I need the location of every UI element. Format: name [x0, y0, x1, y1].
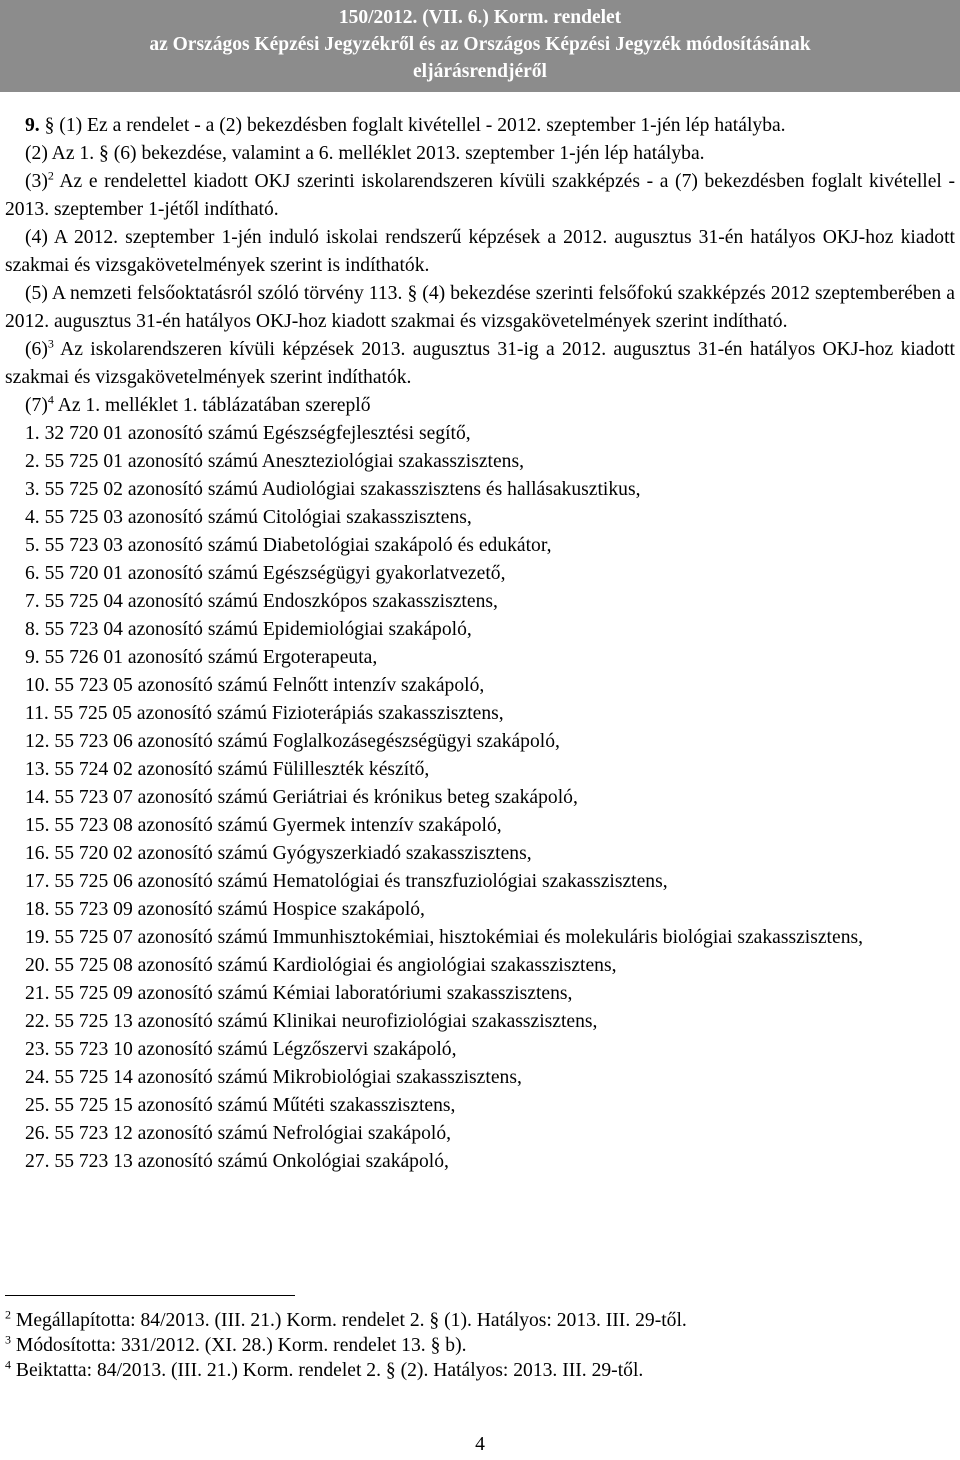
paragraph-9-6: $(6)^3$ Az iskolarendszeren kívüli képzések 2013. augusztus 31-ig a 2012. augusztus 31-én hatályos OKJ-hoz kiadott szakmai és vizsgakövetelmények szerint indíthatók.	[5, 336, 955, 388]
section-number: 9.	[25, 115, 40, 136]
list-item: 7. 55 725 04 azonosító számú Endoszkópos szakasszisztens,	[25, 591, 498, 612]
header-line-2: az Országos Képzési Jegyzékről és az Országos Képzési Jegyzék módosításának	[149, 34, 811, 55]
footnotes	[5, 1308, 955, 1383]
list-item: 23. 55 723 10 azonosító számú Légzőszervi szakápoló,	[25, 1039, 457, 1060]
document-body	[5, 112, 955, 1176]
footnote-separator	[5, 1295, 295, 1296]
header-line-1: 150/2012. (VII. 6.) Korm. rendelet	[338, 7, 622, 28]
list-item: 26. 55 723 12 azonosító számú Nefrológiai szakápoló,	[25, 1123, 452, 1144]
list-item: 24. 55 725 14 azonosító számú Mikrobiológiai szakasszisztens,	[25, 1067, 522, 1088]
list-item: 3. 55 725 02 azonosító számú Audiológiai szakasszisztens és hallásakusztikus,	[25, 479, 641, 500]
paragraph-9-3: $(3)^2$ Az e rendelettel kiadott OKJ szerinti iskolarendszeren kívüli szakképzés - a (7) bekezdésben foglalt kivétellel - 2013. szeptember 1-jétől indítható.	[5, 168, 955, 220]
list-item: 1. 32 720 01 azonosító számú Egészségfejlesztési segítő,	[25, 423, 471, 444]
list-item: 17. 55 725 06 azonosító számú Hematológiai és transzfuziológiai szakasszisztens,	[25, 871, 668, 892]
list-item: 5. 55 723 03 azonosító számú Diabetológiai szakápoló és edukátor,	[25, 535, 552, 556]
list-item: 14. 55 723 07 azonosító számú Geriátriai és krónikus beteg szakápoló,	[25, 787, 578, 808]
list-item: 12. 55 723 06 azonosító számú Foglalkozásegészségügyi szakápoló,	[25, 731, 560, 752]
list-item: 21. 55 725 09 azonosító számú Kémiai laboratóriumi szakasszisztens,	[25, 983, 573, 1004]
list-item: 11. 55 725 05 azonosító számú Fizioterápiás szakasszisztens,	[25, 703, 504, 724]
qualification-list	[5, 420, 955, 1176]
footnote: $^4$ Beiktatta: 84/2013. (III. 21.) Korm. rendelet 2. § (2). Hatályos: 2013. III. 29-től.	[5, 1357, 644, 1381]
paragraph-9-7: $(7)^4$ Az 1. melléklet 1. táblázatában szereplő	[25, 392, 371, 416]
page-number: 4	[475, 1434, 485, 1455]
list-item: 20. 55 725 08 azonosító számú Kardiológiai és angiológiai szakasszisztens,	[25, 955, 617, 976]
footnote-ref: 2	[47, 168, 54, 183]
list-item: 27. 55 723 13 azonosító számú Onkológiai szakápoló,	[25, 1151, 449, 1172]
footnote-ref: 4	[47, 392, 54, 407]
paragraph-9-1: 9. § (1) Ez a rendelet - a (2) bekezdésben foglalt kivétellel - 2012. szeptember 1-jén lép hatályba.	[25, 115, 786, 136]
list-item: 16. 55 720 02 azonosító számú Gyógyszerkiadó szakasszisztens,	[25, 843, 532, 864]
list-item: 2. 55 725 01 azonosító számú Aneszteziológiai szakasszisztens,	[25, 451, 524, 472]
footnote-ref: 3	[47, 336, 54, 351]
paragraph-9-2: (2) Az 1. § (6) bekezdése, valamint a 6. melléklet 2013. szeptember 1-jén lép hatályba.	[25, 143, 705, 164]
list-item: 9. 55 726 01 azonosító számú Ergoterapeuta,	[25, 647, 378, 668]
footnote: $^3$ Módosította: 331/2012. (XI. 28.) Korm. rendelet 13. § b).	[5, 1332, 467, 1356]
list-item: 10. 55 723 05 azonosító számú Felnőtt intenzív szakápoló,	[25, 675, 485, 696]
list-item: 18. 55 723 09 azonosító számú Hospice szakápoló,	[25, 899, 425, 920]
list-item: 6. 55 720 01 azonosító számú Egészségügyi gyakorlatvezető,	[25, 563, 506, 584]
list-item: 22. 55 725 13 azonosító számú Klinikai neurofiziológiai szakasszisztens,	[25, 1011, 598, 1032]
list-item: 4. 55 725 03 azonosító számú Citológiai szakasszisztens,	[25, 507, 472, 528]
header-line-3: eljárásrendjéről	[413, 61, 547, 82]
list-item: 15. 55 723 08 azonosító számú Gyermek intenzív szakápoló,	[25, 815, 502, 836]
footnote: $^2$ Megállapította: 84/2013. (III. 21.) Korm. rendelet 2. § (1). Hatályos: 2013. III. 29-től.	[5, 1307, 687, 1331]
list-item: 8. 55 723 04 azonosító számú Epidemiológiai szakápoló,	[25, 619, 472, 640]
list-item: 25. 55 725 15 azonosító számú Műtéti szakasszisztens,	[25, 1095, 456, 1116]
list-item: 13. 55 724 02 azonosító számú Fülilleszték készítő,	[25, 759, 430, 780]
list-item: 19. 55 725 07 azonosító számú Immunhisztokémiai, hisztokémiai és molekuláris biológiai szakasszisztens,	[25, 927, 864, 948]
paragraph-9-4: (4) A 2012. szeptember 1-jén induló iskolai rendszerű képzések a 2012. augusztus 31-én hatályos OKJ-hoz kiadott szakmai és vizsgakövetelmények szerint is indíthatók.	[5, 227, 955, 276]
document-header	[0, 0, 960, 92]
paragraph-9-5: (5) A nemzeti felsőoktatásról szóló törvény 113. § (4) bekezdése szerinti felsőfokú szakképzés 2012 szeptemberében a 2012. augusztus 31-én hatályos OKJ-hoz kiadott szakmai és vizsgakövetelmények szerint indítható.	[5, 283, 955, 332]
